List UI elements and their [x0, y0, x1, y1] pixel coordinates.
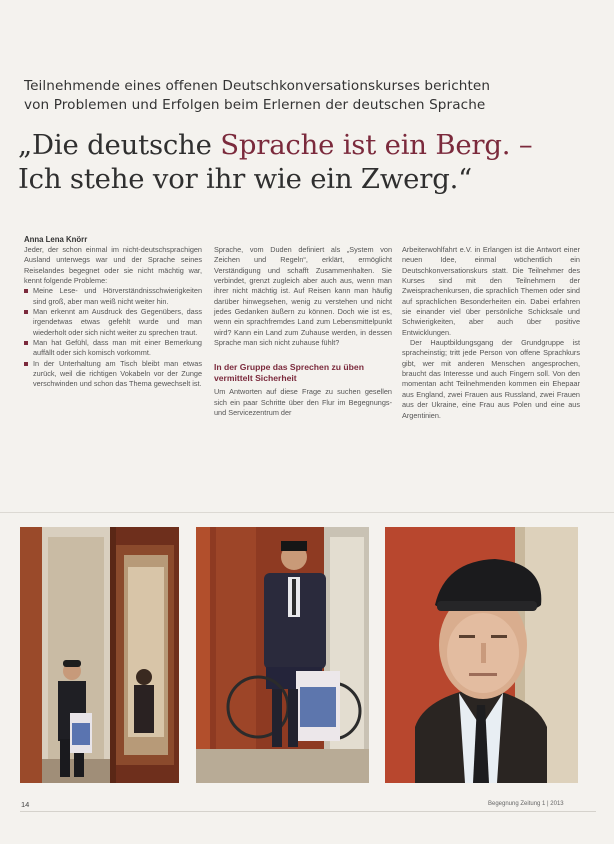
problem-list-item: [24, 307, 202, 338]
photo-portrait-image: [385, 527, 578, 783]
text-column-3: [402, 245, 580, 421]
problem-list-item: [24, 286, 202, 307]
text-column-1: [24, 245, 202, 390]
article-kicker: [24, 77, 584, 115]
problem-list: [24, 286, 202, 389]
bullet-marker: [24, 341, 28, 345]
kicker-line-1: Teilnehmende eines offenen Deutschkonversationskurses berichten: [24, 78, 491, 94]
text-column-2: [214, 245, 392, 418]
headline-part-1: „Die deutsche: [18, 129, 221, 161]
photo-corridor-image: [20, 527, 179, 783]
photo-divider: [0, 512, 614, 513]
photo-wheelchair-image: [196, 527, 369, 783]
column-2-paragraph-1: Sprache, vom Duden definiert als „System von Zeichen und Regeln“, erklärt, ermöglicht Verständigung und schafft Zusammenhalten. Sie verbindet, grenzt zugleich aber auch aus, wenn man ihrer nicht mächtig ist. Auf Reisen kann man häufig darüber hinwegsehen, wenig zu verstehen und nicht jedes Gedanken äußern zu können. Doch wie ist es, wenn ein sprachfremdes Land zum Lebensmittelpunkt wird? Kann ein Land zum Zuhause werden, in dessen Sprache man sich nicht zuhause fühlt?: [214, 245, 392, 348]
photo-portrait-man-with-cap: [385, 527, 578, 783]
photo-man-in-corridor: [20, 527, 179, 783]
article-headline: [18, 128, 608, 196]
photo-man-in-wheelchair: [196, 527, 369, 783]
problem-text: In der Unterhaltung am Tisch bleibt man etwas zurück, weil die richtigen Vokabeln vor der Zunge verschwinden und schon das Thema gewechselt ist.: [33, 358, 202, 389]
headline-line-1: [18, 128, 608, 162]
page-number: 14: [21, 800, 30, 809]
magazine-issue: Begegnung Zeitung 1 | 2013: [488, 801, 564, 807]
section-subheading: In der Gruppe das Sprechen zu üben vermittelt Sicherheit: [214, 362, 364, 384]
headline-accent: Sprache ist ein Berg. –: [220, 129, 533, 161]
bullet-marker: [24, 310, 28, 314]
column-1-intro: Jeder, der schon einmal im nicht-deutschsprachigen Ausland unterwegs war und der Sprache seines Reiselandes begegnet oder sie nicht mächtig war, kennt folgende Probleme:: [24, 245, 202, 286]
kicker-line-2: von Problemen und Erfolgen beim Erlernen der deutschen Sprache: [24, 97, 486, 113]
column-3-paragraph-2: Der Hauptbildungsgang der Grundgruppe ist spracheinstig; tritt jede Person von offene Sprachkurs gibt, wer mit anderen Menschen angesprochen, braucht das Interesse und auch Fingern soll. Von den momentan acht Teilnehmenden kommen ein Ehepaar aus England, zwei Frauen aus Russland, zwei Frauen aus der Ukraine, eine Frau aus Polen und eine aus Argentinien.: [402, 338, 580, 420]
column-2-paragraph-2: Um Antworten auf diese Frage zu suchen gesellen sich ein paar Schritte über den Flur im Begegnungs- und Servicezentrum der: [214, 387, 392, 418]
headline-line-2: Ich stehe vor ihr wie ein Zwerg.“: [18, 163, 472, 195]
bullet-marker: [24, 362, 28, 366]
problem-text: Man erkennt am Ausdruck des Gegenübers, dass irgendetwas etwas gefehlt wurde und man wiederholt oder sich nicht weiter zu sprechen traut.: [33, 307, 202, 337]
problem-list-item: [24, 338, 202, 359]
problem-text: Man hat Gefühl, dass man mit einer Bemerkung auffällt oder sich komisch vorkommt.: [33, 338, 202, 358]
bullet-marker: [24, 289, 28, 293]
footer-rule: [20, 811, 596, 812]
column-3-paragraph-1: Arbeiterwohlfahrt e.V. in Erlangen ist die Antwort einer neuen Idee, einmal wöchentlich ein Deutschkonversationskurs statt. Die Teilnehmer des Kurses sind mit den Teilnehmern der Zweisprachenkursen, die sprachlich Themen oder sind auf sprachlichen Besonderheiten ein. Dabei erfahren sie einander viel über persönliche Schicksale und Schwierigkeiten, aber auch über positive Entwicklungen.: [402, 245, 580, 337]
problem-list-item: [24, 359, 202, 390]
author-byline: Anna Lena Knörr: [24, 235, 88, 244]
problem-text: Meine Lese- und Hörverständnisschwierigkeiten sind groß, aber man weiß nicht weiter hin.: [33, 286, 202, 306]
